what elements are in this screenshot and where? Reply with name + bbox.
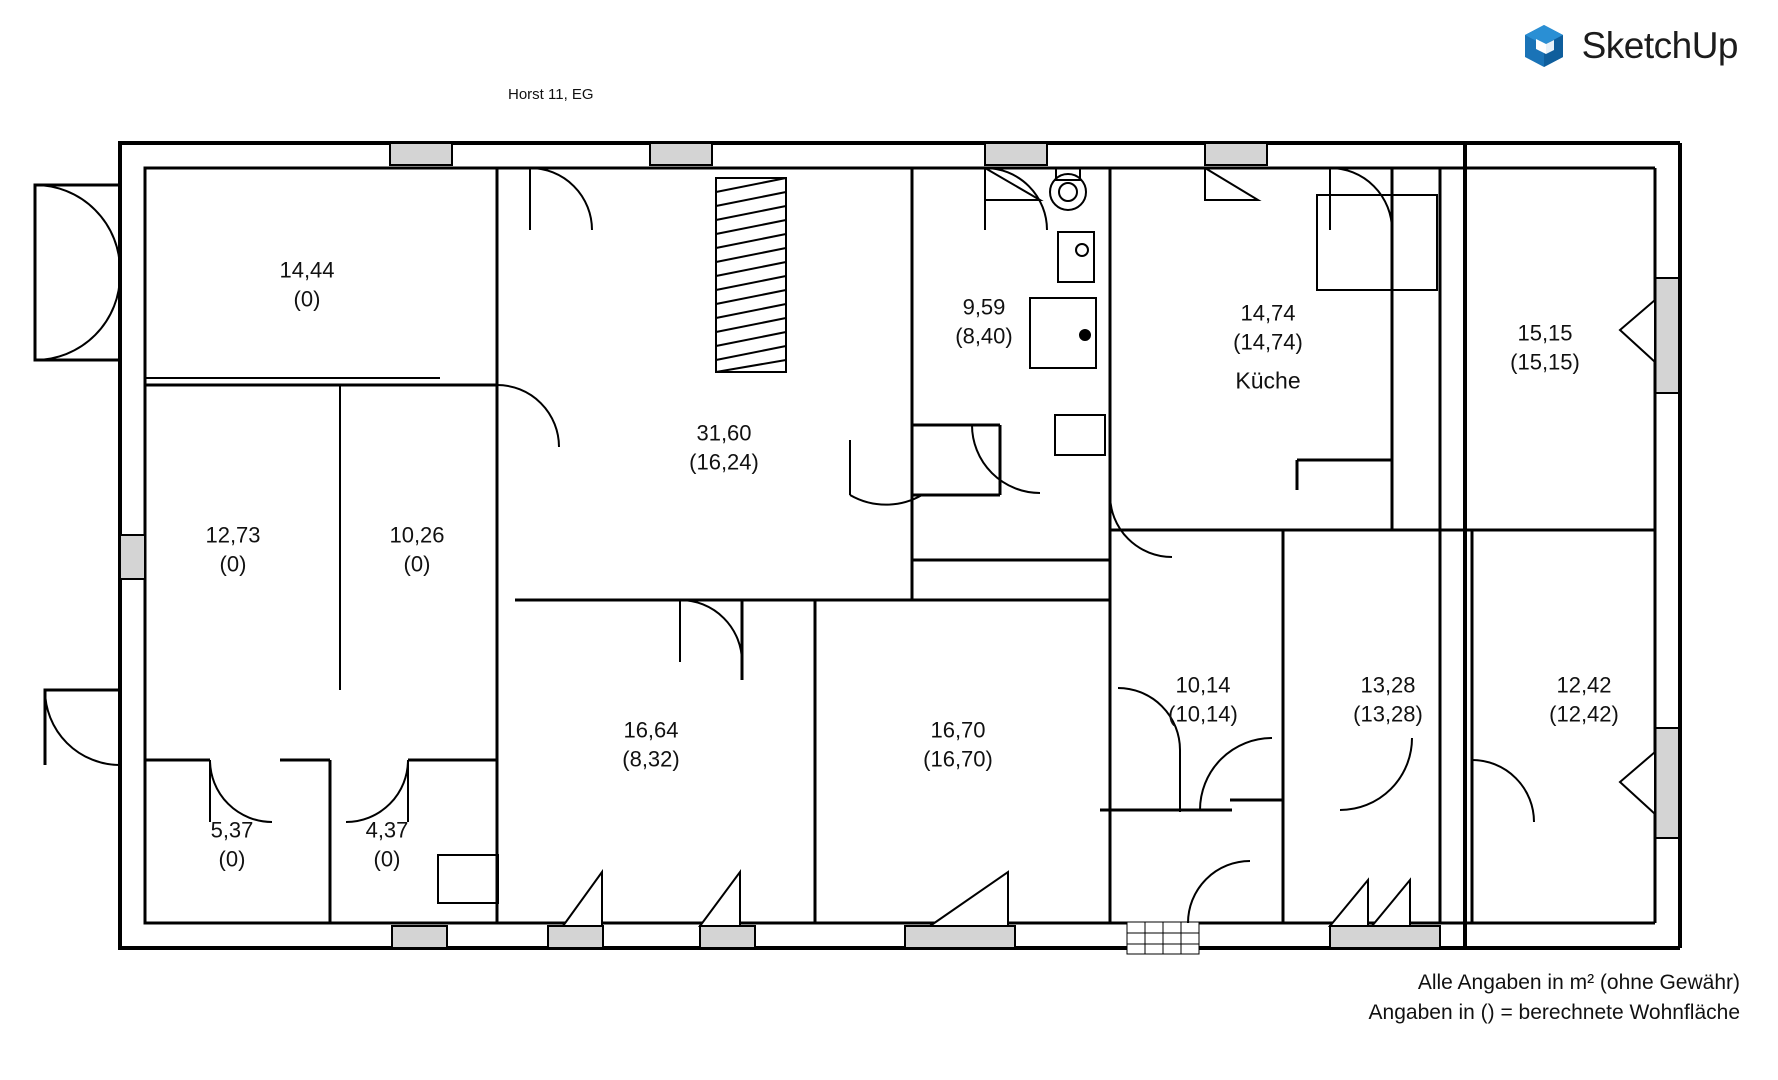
sketchup-wordmark: SketchUp — [1581, 25, 1738, 66]
room-area-value: 10,14 — [1175, 672, 1231, 698]
room-calculated-area: (15,15) — [1510, 349, 1580, 374]
room-calculated-area: (8,32) — [622, 746, 680, 771]
room-area-value: 14,44 — [279, 257, 335, 283]
footer-notes — [1369, 968, 1740, 1028]
room-calculated-area: (8,40) — [955, 323, 1013, 348]
room-area-value: 12,73 — [205, 522, 261, 548]
room-calculated-area: (10,14) — [1168, 701, 1238, 726]
note-calculated-area: Angaben in () = berechnete Wohnfläche — [1368, 1001, 1740, 1025]
room-calculated-area: (16,24) — [689, 449, 759, 474]
room-calculated-area: (12,42) — [1549, 701, 1619, 726]
room-area-value: 12,42 — [1556, 672, 1612, 698]
room-area-value: 13,28 — [1360, 672, 1416, 698]
room-calculated-area: (0) — [403, 551, 431, 576]
room-calculated-area: (14,74) — [1233, 329, 1303, 355]
room-calculated-area: (0) — [218, 846, 246, 871]
room-calculated-area: (16,70) — [923, 746, 993, 771]
room-area-value: 10,26 — [389, 522, 445, 548]
room-area-value: 31,60 — [696, 420, 752, 446]
note-units: Alle Angaben in m² (ohne Gewähr) — [1417, 971, 1740, 995]
room-area-value: 15,15 — [1517, 320, 1573, 346]
room-area-value: 16,70 — [930, 717, 986, 743]
room-calculated-area: (13,28) — [1353, 701, 1423, 726]
room-name: Küche — [1235, 367, 1301, 394]
plan-title: Horst 11, EG — [508, 86, 594, 103]
room-calculated-area: (0) — [373, 846, 401, 871]
room-area-value: 14,74 — [1240, 300, 1296, 326]
room-calculated-area: (0) — [219, 551, 247, 576]
room-area-value: 16,64 — [623, 717, 679, 743]
room-calculated-area: (0) — [293, 286, 321, 311]
room-area-value: 5,37 — [210, 817, 254, 843]
room-area-value: 9,59 — [962, 294, 1006, 320]
room-area-value: 4,37 — [365, 817, 409, 843]
